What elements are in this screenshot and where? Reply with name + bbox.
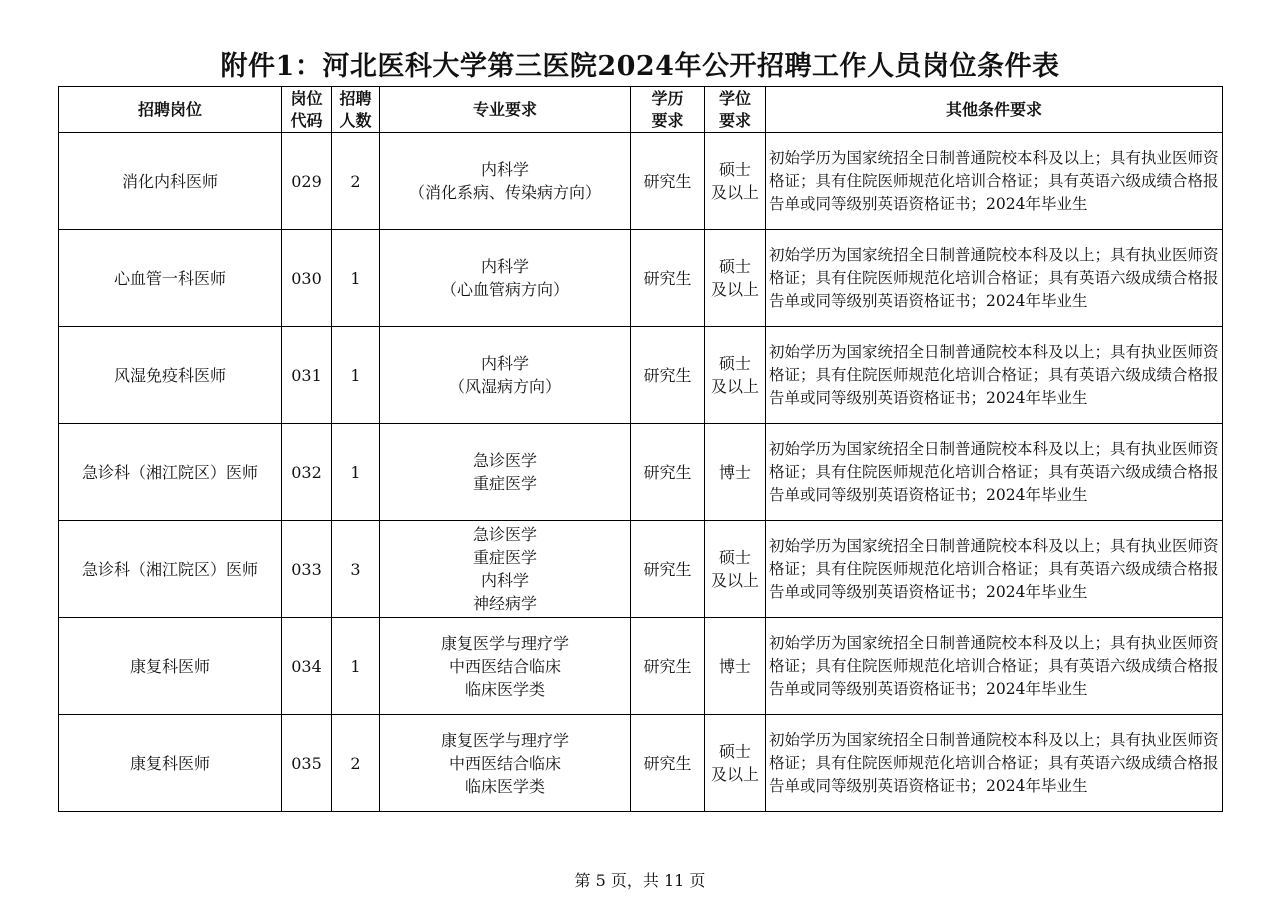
table-row [59,618,1223,715]
table-row [59,230,1223,327]
cell-position: 风湿免疫科医师 [59,327,282,424]
cell-other: 初始学历为国家统招全日制普通院校本科及以上；具有执业医师资格证；具有住院医师规范化培训合格证；具有英语六级成绩合格报告单或同等级别英语资格证书；2024年毕业生 [766,424,1223,521]
cell-count: 1 [332,327,380,424]
header-other: 其他条件要求 [766,87,1223,133]
cell-other: 初始学历为国家统招全日制普通院校本科及以上；具有执业医师资格证；具有住院医师规范化培训合格证；具有英语六级成绩合格报告单或同等级别英语资格证书；2024年毕业生 [766,618,1223,715]
table-header-row [59,87,1223,133]
page-title: 附件1：河北医科大学第三医院2024年公开招聘工作人员岗位条件表 [220,51,1060,82]
cell-count: 2 [332,133,380,230]
cell-position: 康复科医师 [59,618,282,715]
cell-degree: 硕士 及以上 [705,230,766,327]
cell-position: 急诊科（湘江院区）医师 [59,424,282,521]
table-row [59,133,1223,230]
cell-education: 研究生 [631,521,705,618]
cell-code: 032 [282,424,332,521]
cell-other: 初始学历为国家统招全日制普通院校本科及以上；具有执业医师资格证；具有住院医师规范化培训合格证；具有英语六级成绩合格报告单或同等级别英语资格证书；2024年毕业生 [766,133,1223,230]
table-row [59,424,1223,521]
cell-count: 3 [332,521,380,618]
cell-degree: 博士 [705,424,766,521]
cell-code: 035 [282,715,332,812]
cell-degree: 硕士 及以上 [705,133,766,230]
position-table [58,86,1223,812]
cell-code: 031 [282,327,332,424]
cell-major: 康复医学与理疗学 中西医结合临床 临床医学类 [380,715,631,812]
cell-major: 内科学 （心血管病方向） [380,230,631,327]
cell-major: 急诊医学 重症医学 内科学 神经病学 [380,521,631,618]
cell-education: 研究生 [631,618,705,715]
cell-education: 研究生 [631,133,705,230]
cell-education: 研究生 [631,327,705,424]
header-major: 专业要求 [380,87,631,133]
cell-other: 初始学历为国家统招全日制普通院校本科及以上；具有执业医师资格证；具有住院医师规范化培训合格证；具有英语六级成绩合格报告单或同等级别英语资格证书；2024年毕业生 [766,715,1223,812]
page-footer: 第 5 页，共 11 页 [574,871,706,890]
cell-count: 1 [332,618,380,715]
cell-education: 研究生 [631,424,705,521]
cell-other: 初始学历为国家统招全日制普通院校本科及以上；具有执业医师资格证；具有住院医师规范化培训合格证；具有英语六级成绩合格报告单或同等级别英语资格证书；2024年毕业生 [766,230,1223,327]
cell-major: 急诊医学 重症医学 [380,424,631,521]
cell-education: 研究生 [631,715,705,812]
cell-code: 033 [282,521,332,618]
cell-position: 急诊科（湘江院区）医师 [59,521,282,618]
cell-position: 心血管一科医师 [59,230,282,327]
cell-degree: 硕士 及以上 [705,521,766,618]
cell-code: 029 [282,133,332,230]
header-degree: 学位 要求 [705,87,766,133]
cell-major: 康复医学与理疗学 中西医结合临床 临床医学类 [380,618,631,715]
header-code: 岗位 代码 [282,87,332,133]
cell-position: 消化内科医师 [59,133,282,230]
cell-major: 内科学 （风湿病方向） [380,327,631,424]
cell-count: 1 [332,424,380,521]
cell-code: 030 [282,230,332,327]
cell-education: 研究生 [631,230,705,327]
cell-code: 034 [282,618,332,715]
cell-other: 初始学历为国家统招全日制普通院校本科及以上；具有执业医师资格证；具有住院医师规范化培训合格证；具有英语六级成绩合格报告单或同等级别英语资格证书；2024年毕业生 [766,327,1223,424]
cell-major: 内科学 （消化系病、传染病方向） [380,133,631,230]
cell-count: 1 [332,230,380,327]
header-position: 招聘岗位 [59,87,282,133]
cell-count: 2 [332,715,380,812]
cell-position: 康复科医师 [59,715,282,812]
table-row [59,327,1223,424]
header-count: 招聘 人数 [332,87,380,133]
header-education: 学历 要求 [631,87,705,133]
cell-degree: 硕士 及以上 [705,327,766,424]
cell-degree: 硕士 及以上 [705,715,766,812]
cell-other: 初始学历为国家统招全日制普通院校本科及以上；具有执业医师资格证；具有住院医师规范化培训合格证；具有英语六级成绩合格报告单或同等级别英语资格证书；2024年毕业生 [766,521,1223,618]
table-row [59,715,1223,812]
table-row [59,521,1223,618]
cell-degree: 博士 [705,618,766,715]
